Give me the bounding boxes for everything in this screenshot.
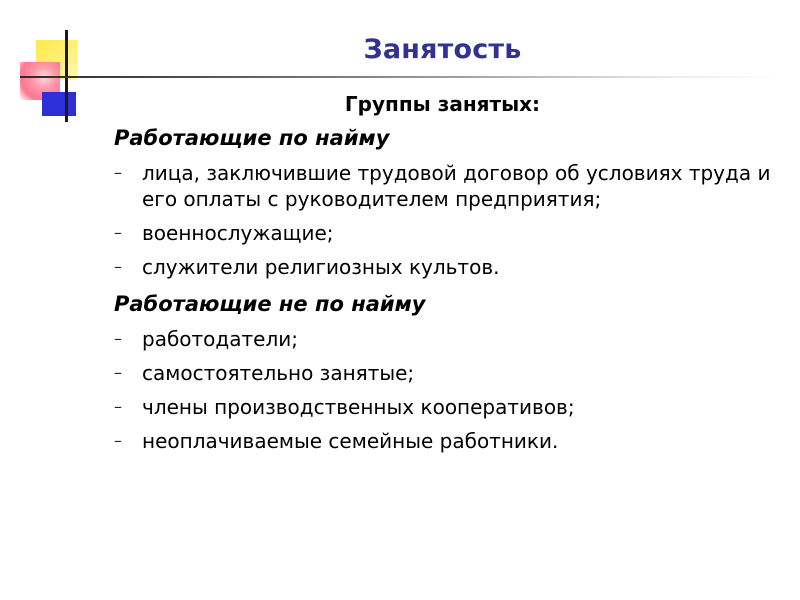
bullet-dash-icon: –: [114, 397, 122, 416]
bullet-dash-icon: –: [114, 363, 122, 382]
group-list-hired: [114, 160, 784, 280]
list-item: [114, 326, 784, 352]
group-heading-self-employed: Работающие не по найму: [114, 292, 426, 316]
list-item: [114, 160, 784, 212]
slide-content: [114, 124, 784, 462]
list-item-text: лица, заключившие трудовой договор об условиях труда и его оплаты с руководителем предприятия;: [142, 161, 771, 211]
slide-title: Занятость: [363, 34, 522, 65]
list-item-text: члены производственных кооперативов;: [142, 395, 575, 419]
list-item: [114, 220, 784, 246]
list-item: [114, 254, 784, 280]
bullet-dash-icon: –: [114, 329, 122, 348]
list-item-text: неоплачиваемые семейные работники.: [142, 429, 559, 453]
decor-horizontal-line: [20, 76, 780, 78]
list-item-text: служители религиозных культов.: [142, 255, 500, 279]
bullet-dash-icon: –: [114, 431, 122, 450]
group-heading-hired: Работающие по найму: [114, 126, 390, 150]
list-item: [114, 360, 784, 386]
bullet-dash-icon: –: [114, 223, 122, 242]
list-item-text: самостоятельно занятые;: [142, 361, 415, 385]
list-item: [114, 394, 784, 420]
list-item-text: работодатели;: [142, 327, 298, 351]
bullet-dash-icon: –: [114, 257, 122, 276]
group-list-self-employed: [114, 326, 784, 454]
slide-subtitle: Группы занятых:: [344, 92, 541, 116]
list-item-text: военнослужащие;: [142, 221, 334, 245]
bullet-dash-icon: –: [114, 163, 122, 182]
list-item: [114, 428, 784, 454]
